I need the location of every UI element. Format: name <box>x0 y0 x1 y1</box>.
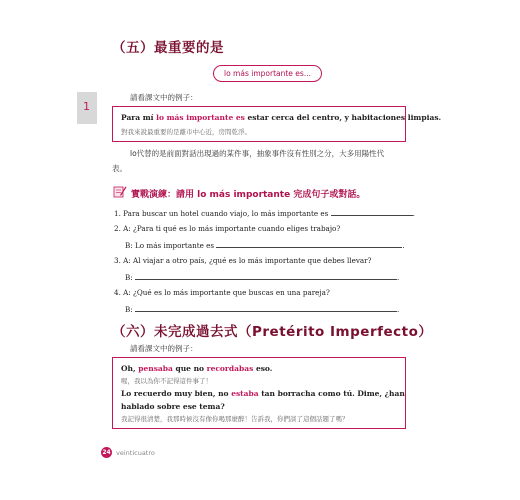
example-text: Oh, <box>121 364 139 373</box>
item-text: B: <box>125 273 133 282</box>
answer-blank[interactable] <box>216 240 405 250</box>
example-highlight: recordabas <box>206 364 254 373</box>
item-text: A: ¿Para ti qué es lo más importante cuando eliges trabajo? <box>123 224 341 233</box>
exercise-item <box>125 272 399 282</box>
pencil-note-icon <box>113 183 127 197</box>
exercise-item <box>114 288 330 297</box>
item-text: A: Al viajar a otro país, ¿qué es lo más importante que debes llevar? <box>123 256 372 265</box>
example-translation-zh: 對我來說最重要的是離市中心近，房間乾淨。 <box>121 128 251 136</box>
answer-blank[interactable] <box>135 272 400 282</box>
item-end: . <box>412 209 415 218</box>
item-end: . <box>402 241 405 250</box>
example-text: Lo recuerdo muy bien, no <box>121 389 232 398</box>
item-end: . <box>397 305 400 314</box>
exercise-item <box>125 304 399 314</box>
example-translation-zh: 我記得很清楚，我那時候沒有像你喝那麼醉！告訴我，你們談了這個話題了嗎？ <box>121 415 349 423</box>
intro-text-6: 請看課文中的例子： <box>130 344 198 353</box>
chapter-number: 1 <box>83 100 90 113</box>
section-title-6: （六）未完成過去式（Pretérito Imperfecto） <box>112 324 433 340</box>
example-translation-zh: 喔，我以為你不記得這件事了！ <box>121 377 212 385</box>
exercise-title: 實戰演練：請用 lo más importante 完成句子或對話。 <box>131 190 366 200</box>
example-text: tan borracha como tú. Dime, ¿han <box>258 389 405 398</box>
item-text: Para buscar un hotel cuando viajo, lo más importante es <box>123 209 329 218</box>
page-number-word: veinticuatro <box>116 449 155 457</box>
chapter-side-tab <box>77 92 97 124</box>
exercise-item <box>114 224 340 233</box>
item-end: . <box>397 273 400 282</box>
example-text: eso. <box>253 364 273 373</box>
answer-blank[interactable] <box>135 304 400 314</box>
item-text: B: Lo más importante es <box>125 241 215 250</box>
item-number: 3. <box>114 256 121 265</box>
exercise-item <box>114 208 415 218</box>
example-sentence-es <box>121 389 405 398</box>
example-sentence-es <box>121 364 272 373</box>
page-number-badge: 24 <box>102 449 111 456</box>
example-text: que no <box>172 364 207 373</box>
intro-text-5: 請看課文中的例子： <box>130 93 198 102</box>
example-text: estar cerca del centro, y habitaciones limpias. <box>244 113 442 122</box>
example-box-5 <box>112 106 442 142</box>
answer-blank[interactable] <box>331 208 413 216</box>
explanation-line-2: 表。 <box>112 164 127 173</box>
item-text: A: ¿Qué es lo más importante que buscas en una pareja? <box>123 288 330 297</box>
section-title-5: （五）最重要的是 <box>112 40 224 56</box>
example-sentence-es <box>121 113 441 122</box>
example-sentence-es: hablado sobre ese tema? <box>121 402 225 411</box>
example-highlight: lo más importante es <box>156 113 245 122</box>
item-number: 2. <box>114 224 121 233</box>
item-number: 4. <box>114 288 121 297</box>
explanation-line-1: lo代替的是前面對話出現過的某件事，抽象事件沒有性別之分，大多用陽性代 <box>130 149 385 158</box>
example-highlight: estaba <box>231 389 259 398</box>
example-text: Para mí <box>121 113 157 122</box>
example-highlight: pensaba <box>138 364 173 373</box>
grammar-pill: lo más importante es... <box>213 65 322 82</box>
item-text: B: <box>125 305 133 314</box>
exercise-item <box>125 240 405 250</box>
item-number: 1. <box>114 209 121 218</box>
example-box-6 <box>112 357 406 429</box>
exercise-item <box>114 256 371 265</box>
